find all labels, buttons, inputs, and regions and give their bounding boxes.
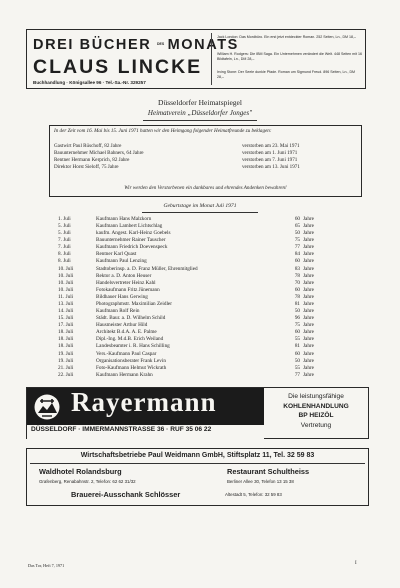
section-title: Düsseldorfer Heimatspiegel — [158, 98, 242, 107]
birthday-date: 10. Juli — [58, 279, 74, 286]
birthday-unit: Jahre — [303, 216, 314, 222]
birthday-unit: Jahre — [303, 279, 314, 286]
death-entry-date: verstorben am 13. Juni 1971 — [242, 164, 300, 170]
birthday-row — [58, 372, 328, 379]
birthday-row — [58, 244, 328, 251]
birthday-name: Landesbeamter i. R. Hans Schilling — [96, 343, 170, 350]
birthday-name: Kaufmann Rolf Rein — [96, 308, 140, 315]
schloesser-name: Brauerei-Ausschank Schlösser — [71, 490, 181, 499]
birthday-date: 13. Juli — [58, 300, 74, 307]
birthday-unit: Jahre — [303, 371, 314, 378]
birthday-name: Kaufmann Paul Lenzing — [96, 258, 147, 265]
birthday-date: 14. Juli — [58, 308, 74, 315]
birthday-date: 21. Juli — [58, 364, 74, 371]
birthday-date: 10. Juli — [58, 286, 74, 293]
death-entry-date: verstorben am 7. Juni 1971 — [242, 157, 298, 163]
birthday-date: 18. Juli — [58, 329, 74, 336]
tag-line-4: Vertretung — [300, 421, 332, 429]
book-1: Jack London: Das Mordbüro. Ein erst jetzt entdeckter Roman. 252 Seiten, Ln., DM 18,– — [217, 35, 357, 39]
book-ad — [26, 29, 366, 89]
birthday-row — [58, 294, 328, 301]
birthday-name: Architekt B.d.A. A. E. Palme — [96, 329, 157, 336]
death-entry-name: Bauunternehmer Michael Bahners, 64 Jahre — [54, 150, 144, 156]
birthday-name: Kaufmann Hans Malzkorn — [96, 216, 152, 222]
death-entry — [54, 157, 357, 164]
footer-issue: Das Tor, Heft 7, 1971 — [28, 563, 65, 568]
birthday-unit: Jahre — [303, 322, 314, 329]
birthday-age: 60 — [294, 286, 300, 293]
birthday-age: 50 — [294, 357, 300, 364]
ad-divider — [211, 33, 212, 85]
birthday-unit: Jahre — [303, 251, 314, 258]
birthday-age: 60 — [294, 329, 300, 336]
birthday-row — [58, 358, 328, 365]
birthday-unit: Jahre — [303, 244, 314, 251]
birthday-age: 96 — [294, 315, 300, 322]
birthday-age: 75 — [294, 322, 300, 329]
death-entry-name: Rentner Hermann Kerprich, 82 Jahre — [54, 157, 130, 163]
schultheiss-address: Berliner Allee 30, Telefon 13 15 38 — [227, 479, 294, 484]
birthday-age: 81 — [294, 300, 300, 307]
tag-line-2: KOHLENHANDLUNG — [283, 402, 349, 410]
birthday-age: 55 — [294, 364, 300, 371]
birthday-date: 10. Juli — [58, 272, 74, 279]
birthday-row — [58, 351, 328, 358]
birthday-date: 22. Juli — [58, 371, 74, 378]
birthday-date: 8. Juli — [58, 251, 71, 258]
birthday-row — [58, 336, 328, 343]
birthday-age: 65 — [294, 223, 300, 230]
tag-line-1: Die leistungsfähige — [288, 393, 344, 400]
death-entry-name: Gastwirt Paul Rüschoff, 82 Jahre — [54, 143, 122, 149]
death-notice — [49, 125, 362, 197]
birthday-row — [58, 287, 328, 294]
birthday-age: 50 — [294, 308, 300, 315]
birthday-name: Kaufmann Friedrich Doevenspeck — [96, 244, 168, 251]
birthday-age: 60 — [294, 258, 300, 265]
birthday-unit: Jahre — [303, 223, 314, 230]
rayermann-tagline — [264, 392, 368, 430]
birthdays-title: Geburtstage im Monat Juli 1971 — [163, 203, 237, 209]
birthday-unit: Jahre — [303, 357, 314, 364]
birthday-date: 15. Juli — [58, 315, 74, 322]
birthday-row — [58, 273, 328, 280]
birthday-row — [58, 216, 328, 223]
birthday-row — [58, 266, 328, 273]
death-entry — [54, 164, 357, 171]
birthday-name: Städt. Baur. a. D. Wilhelm Schild — [96, 315, 166, 322]
rayermann-ad — [26, 387, 369, 439]
headline-left: DREI BÜCHER — [33, 37, 152, 53]
schultheiss-name: Restaurant Schultheiss — [227, 467, 310, 476]
birthday-unit: Jahre — [303, 237, 314, 244]
book-3: Irving Stone: Der Seele dunkle Pfade. Roman um Sigmund Freud. 896 Seiten, Ln., DM 28,– — [217, 70, 356, 79]
birthday-date: 10. Juli — [58, 265, 74, 272]
footer-page: I — [355, 561, 357, 566]
birthday-unit: Jahre — [303, 300, 314, 307]
birthday-name: Vers.-Kaufmann Paul Caspar — [96, 350, 157, 357]
death-entry-date: verstorben am 23. Mai 1971 — [242, 143, 300, 149]
birthday-unit: Jahre — [303, 286, 314, 293]
birthday-row — [58, 322, 328, 329]
death-entry-date: verstorben am 1. Juni 1971 — [242, 150, 298, 156]
birthday-row — [58, 329, 328, 336]
birthday-name: Photographmstr. Maximilian Zeidler — [96, 300, 172, 307]
waldhotel-name: Waldhotel Rolandsburg — [39, 467, 122, 476]
weidmann-ad — [26, 448, 369, 506]
birthday-age: 50 — [294, 230, 300, 237]
birthday-unit: Jahre — [303, 315, 314, 322]
birthday-name: Bauunternehmer Rainer Tauscher — [96, 237, 166, 244]
birthday-age: 55 — [294, 336, 300, 343]
birthday-age: 78 — [294, 272, 300, 279]
birthday-age: 60 — [294, 350, 300, 357]
birthday-row — [58, 230, 328, 237]
death-entry-name: Direktor Horst Sieloff, 75 Jahre — [54, 164, 119, 170]
birthdays-rule — [142, 212, 258, 213]
birthday-date: 18. Juli — [58, 343, 74, 350]
birthday-name: Foto-Kaufmann Helmut Wickrath — [96, 364, 167, 371]
birthday-unit: Jahre — [303, 350, 314, 357]
book-2: William H. Rodgers: Die IBM Saga. Ein Unternehmen verändert die Welt. 448 Seiten mit 16 Bildtafeln, Ln., DM 28,– — [217, 52, 362, 61]
birthday-age: 77 — [294, 371, 300, 378]
death-entry — [54, 143, 357, 150]
birthday-unit: Jahre — [303, 343, 314, 350]
birthday-unit: Jahre — [303, 293, 314, 300]
birthday-row — [58, 308, 328, 315]
birthday-name: Rektor a. D. Anton Heuser — [96, 272, 152, 279]
birthday-age: 83 — [294, 265, 300, 272]
coal-mine-icon — [33, 393, 61, 421]
birthday-date: 18. Juli — [58, 336, 74, 343]
schloesser-address: Altestadt 5, Telefon: 32 59 83 — [225, 492, 282, 497]
rayermann-dark-panel — [27, 388, 264, 438]
birthday-age: 60 — [294, 216, 300, 222]
store-name: CLAUS LINCKE — [33, 56, 203, 78]
birthday-unit: Jahre — [303, 258, 314, 265]
death-entry — [54, 150, 357, 157]
birthday-name: Handelsvertreter Heinz Kahl — [96, 279, 156, 286]
birthday-unit: Jahre — [303, 336, 314, 343]
birthday-name: Organisationsberater Frank Levin — [96, 357, 166, 364]
rayermann-brand: Rayermann — [71, 387, 217, 417]
birthday-list — [58, 216, 328, 381]
birthday-row — [58, 301, 328, 308]
birthday-unit: Jahre — [303, 265, 314, 272]
birthday-name: kaufm. Angest. Karl-Heinz Goebels — [96, 230, 171, 237]
birthday-name: Fotokaufmann Fritz Jünemann — [96, 286, 160, 293]
birthday-date: 7. Juli — [58, 237, 71, 244]
birthday-unit: Jahre — [303, 364, 314, 371]
section-subtitle: Heimatverein „Düsseldorfer Jonges" — [147, 109, 253, 117]
birthday-name: Dipl.-Ing. M.d.B. Erich Weiland — [96, 336, 164, 343]
tag-line-3: BP HEIZÖL — [298, 412, 334, 420]
birthday-row — [58, 365, 328, 372]
book-ad-headline — [33, 37, 239, 53]
death-notice-intro: In der Zeit vom 16. Mai bis 15. Juni 1971 hatten wir den Heimgang folgender Heimatfreunde zu beklagen: — [54, 128, 272, 134]
birthday-age: 75 — [294, 237, 300, 244]
waldhotel-address: Grafenberg, Renabahnstr. 2, Telefon: 62 62 31/32 — [39, 479, 136, 484]
weidmann-headline: Wirtschaftsbetriebe Paul Weidmann GmbH, Stiftsplatz 11, Tel. 32 59 83 — [80, 452, 315, 459]
birthday-row — [58, 258, 328, 265]
birthday-date: 8. Juli — [58, 258, 71, 265]
death-notice-closing: Wir werden den Verstorbenen ein dankbares und ehrendes Andenken bewahren! — [124, 185, 287, 191]
birthday-date: 5. Juli — [58, 223, 71, 230]
death-entries — [54, 143, 357, 171]
birthday-age: 81 — [294, 343, 300, 350]
birthday-unit: Jahre — [303, 308, 314, 315]
birthday-name: Kaufmann Lambert Lichtschlag — [96, 223, 163, 230]
birthday-row — [58, 343, 328, 350]
birthday-age: 70 — [294, 279, 300, 286]
birthday-row — [58, 280, 328, 287]
store-address: Buchhandlung · Königsallee 96 · Tel.-Sa.-Nr. 329257 — [33, 80, 146, 85]
birthday-date: 11. Juli — [58, 293, 74, 300]
birthday-date: 7. Juli — [58, 244, 71, 251]
birthday-name: Kaufmann Hermann Krahn — [96, 371, 153, 378]
headline-mid: DES — [156, 42, 165, 47]
birthday-age: 78 — [294, 293, 300, 300]
birthday-unit: Jahre — [303, 329, 314, 336]
birthday-name: Bildhauer Hans Gerwing — [96, 293, 148, 300]
section-rule — [143, 120, 257, 121]
birthday-age: 84 — [294, 251, 300, 258]
birthday-unit: Jahre — [303, 230, 314, 237]
rayermann-address: DÜSSELDORF · IMMERMANNSTRASSE 36 · RUF 35 06 22 — [31, 426, 212, 433]
birthday-date: 1. Juli — [58, 216, 71, 222]
headline-right: MONATS — [167, 37, 239, 53]
birthday-date: 17. Juli — [58, 322, 74, 329]
birthday-date: 19. Juli — [58, 350, 74, 357]
weidmann-rule — [30, 463, 365, 464]
birthday-date: 5. Juli — [58, 230, 71, 237]
birthday-name: Stadtoberinsp. a. D. Franz Müller, Ehrenmitglied — [96, 265, 198, 272]
birthday-date: 19. Juli — [58, 357, 74, 364]
birthday-name: Hausmeister Arthur Hild — [96, 322, 148, 329]
birthday-age: 77 — [294, 244, 300, 251]
birthday-name: Rentner Karl Quast — [96, 251, 137, 258]
birthday-row — [58, 315, 328, 322]
birthday-unit: Jahre — [303, 272, 314, 279]
